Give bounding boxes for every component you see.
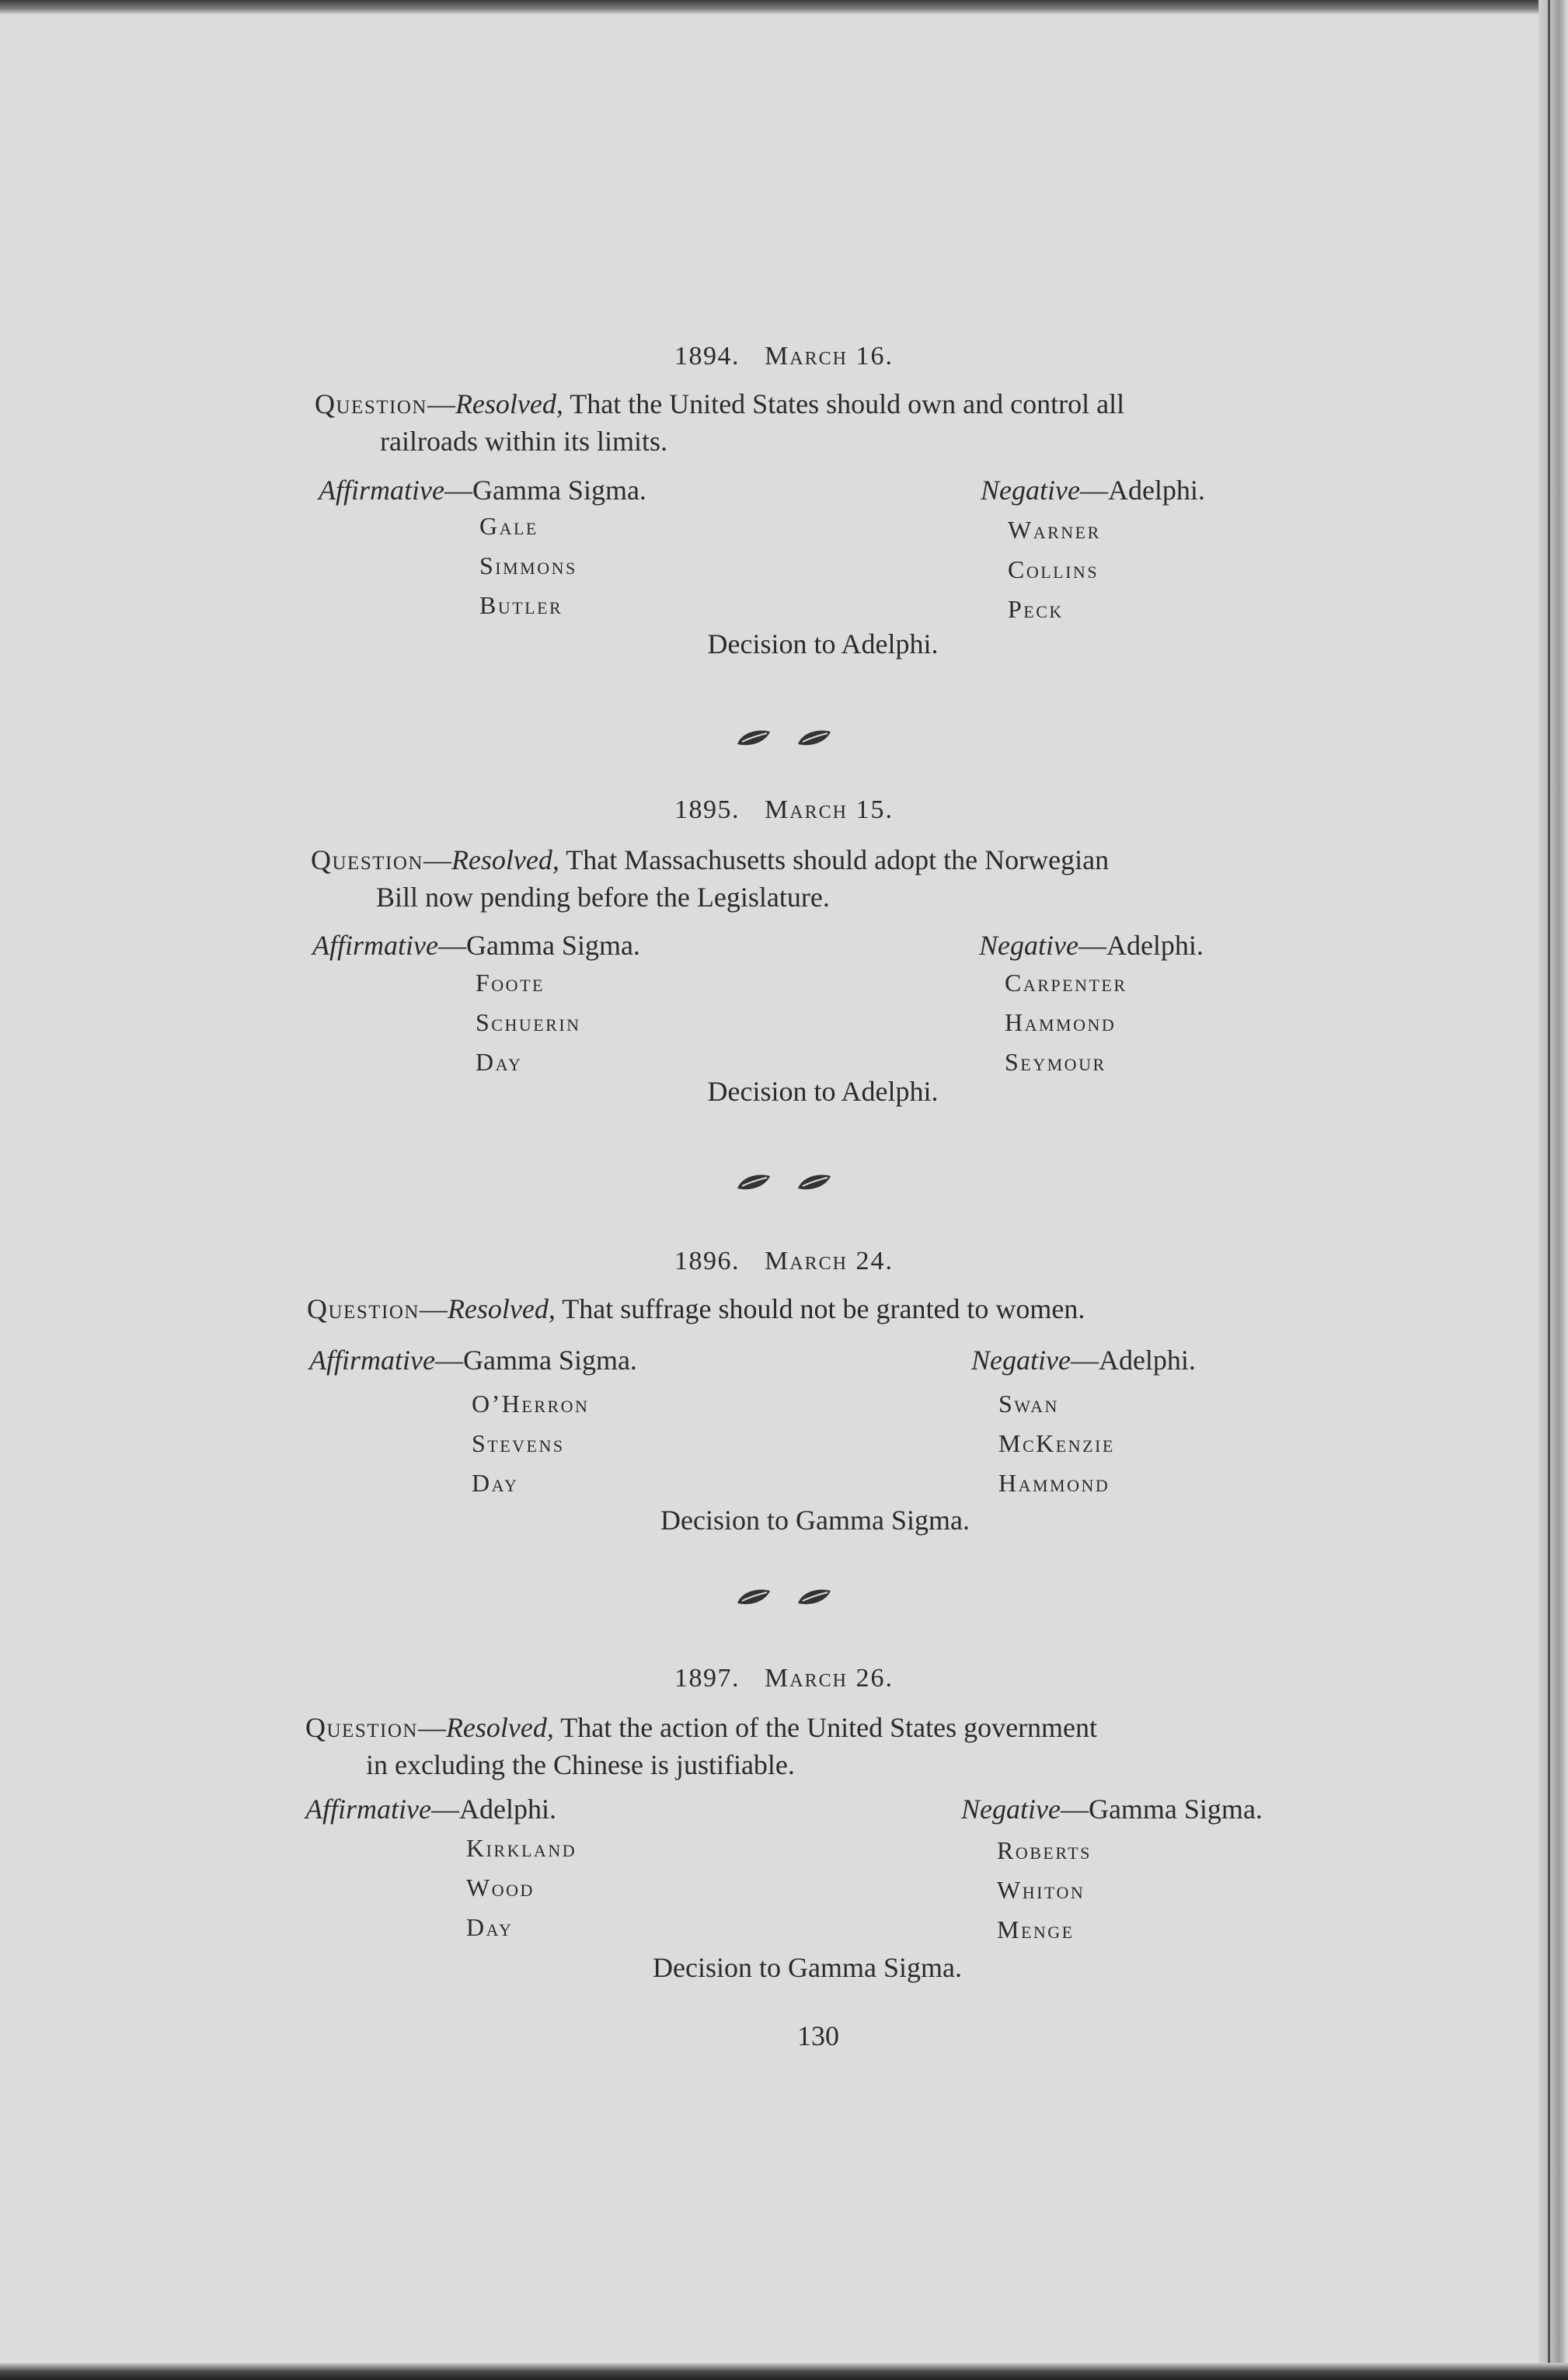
affirmative-heading-1896 xyxy=(309,1344,637,1376)
negative-members-1897 xyxy=(997,1831,1092,1950)
member-name: Wood xyxy=(466,1874,535,1902)
debate-date: March 24. xyxy=(765,1247,894,1275)
dash: — xyxy=(444,475,472,506)
question-text-line2: in excluding the Chinese is justifiable. xyxy=(366,1749,795,1780)
negative-team: Gamma Sigma. xyxy=(1088,1794,1263,1825)
member-name: Butler xyxy=(479,591,563,619)
question-label: Question xyxy=(311,844,423,875)
decision-1894: Decision to Adelphi. xyxy=(707,628,939,659)
debate-question-1896 xyxy=(307,1290,1331,1327)
section-divider xyxy=(0,727,1568,751)
dash: — xyxy=(417,1712,446,1743)
page-number: 130 xyxy=(797,2020,839,2051)
affirmative-team: Gamma Sigma. xyxy=(465,930,640,961)
debate-heading-1894 xyxy=(0,342,1568,371)
dash: — xyxy=(434,1345,463,1376)
member-name: Stevens xyxy=(472,1429,565,1457)
dash: — xyxy=(1078,930,1106,961)
member-name: Warner xyxy=(1008,516,1101,544)
question-text-line2: railroads within its limits. xyxy=(380,426,667,457)
negative-label: Negative xyxy=(971,1345,1071,1376)
debate-heading-1897 xyxy=(0,1664,1568,1693)
affirmative-members-1894 xyxy=(479,506,577,625)
dash: — xyxy=(419,1293,448,1324)
member-name: Day xyxy=(472,1469,519,1497)
affirmative-heading-1897 xyxy=(305,1793,556,1825)
dash: — xyxy=(423,844,451,875)
affirmative-team: Gamma Sigma. xyxy=(472,475,646,506)
negative-team: Adelphi. xyxy=(1098,1345,1196,1376)
member-name: Kirkland xyxy=(466,1834,577,1862)
question-text-line1: That Massachusetts should adopt the Norwegian xyxy=(566,844,1110,875)
question-text-line2: Bill now pending before the Legislature. xyxy=(376,882,830,913)
dash: — xyxy=(430,1794,459,1825)
leaf-ornament-icon xyxy=(736,1586,772,1606)
member-name: Day xyxy=(476,1048,523,1076)
leaf-ornament-icon xyxy=(796,727,832,747)
member-name: Simmons xyxy=(479,552,577,579)
dash: — xyxy=(437,930,466,961)
affirmative-label: Affirmative xyxy=(312,930,438,961)
negative-members-1894 xyxy=(1008,510,1101,629)
negative-members-1896 xyxy=(998,1384,1115,1503)
member-name: Gale xyxy=(479,512,538,540)
debate-question-1894 xyxy=(315,385,1339,460)
negative-label: Negative xyxy=(961,1794,1061,1825)
negative-heading-1895 xyxy=(979,929,1204,962)
affirmative-label: Affirmative xyxy=(305,1794,431,1825)
affirmative-team: Gamma Sigma. xyxy=(462,1345,637,1376)
debate-year: 1897. xyxy=(674,1664,740,1693)
member-name: Carpenter xyxy=(1005,969,1127,997)
affirmative-label: Affirmative xyxy=(309,1345,435,1376)
dash: — xyxy=(427,388,455,419)
member-name: Roberts xyxy=(997,1836,1092,1864)
debate-year: 1894. xyxy=(674,342,740,371)
debate-date: March 16. xyxy=(765,342,894,371)
debate-year: 1896. xyxy=(674,1247,740,1275)
member-name: Hammond xyxy=(1005,1008,1117,1036)
negative-members-1895 xyxy=(1005,963,1127,1082)
member-name: Collins xyxy=(1008,555,1099,583)
decision-1895: Decision to Adelphi. xyxy=(707,1076,939,1107)
resolved-label: Resolved, xyxy=(445,1712,554,1743)
affirmative-team: Adelphi. xyxy=(458,1794,556,1825)
affirmative-heading-1895 xyxy=(312,929,640,962)
debate-heading-1896 xyxy=(0,1247,1568,1276)
debate-date: March 15. xyxy=(765,795,894,824)
member-name: Whiton xyxy=(997,1876,1085,1904)
negative-team: Adelphi. xyxy=(1106,930,1204,961)
member-name: Seymour xyxy=(1005,1048,1106,1076)
negative-heading-1896 xyxy=(971,1344,1196,1376)
decision-1897: Decision to Gamma Sigma. xyxy=(653,1952,962,1983)
member-name: Menge xyxy=(997,1915,1075,1943)
question-text-line1: That the United States should own and control all xyxy=(570,388,1125,419)
negative-team: Adelphi. xyxy=(1107,475,1205,506)
member-name: Day xyxy=(466,1913,514,1941)
affirmative-label: Affirmative xyxy=(319,475,444,506)
section-divider xyxy=(0,1171,1568,1195)
debate-question-1897 xyxy=(305,1709,1329,1783)
question-text-line1: That the action of the United States government xyxy=(560,1712,1098,1743)
leaf-ornament-icon xyxy=(736,727,772,747)
resolved-label: Resolved, xyxy=(447,1293,556,1324)
leaf-ornament-icon xyxy=(796,1586,832,1606)
affirmative-heading-1894 xyxy=(319,474,646,506)
leaf-ornament-icon xyxy=(796,1171,832,1192)
question-label: Question xyxy=(315,388,427,419)
debate-year: 1895. xyxy=(674,795,740,824)
dash: — xyxy=(1079,475,1108,506)
member-name: O’Herron xyxy=(472,1390,590,1418)
dash: — xyxy=(1070,1345,1099,1376)
debate-date: March 26. xyxy=(765,1664,894,1693)
negative-label: Negative xyxy=(981,475,1080,506)
question-label: Question xyxy=(307,1293,420,1324)
member-name: Schuerin xyxy=(476,1008,581,1036)
leaf-ornament-icon xyxy=(736,1171,772,1192)
member-name: Peck xyxy=(1008,595,1064,623)
member-name: McKenzie xyxy=(998,1429,1115,1457)
negative-heading-1897 xyxy=(961,1793,1263,1825)
member-name: Hammond xyxy=(998,1469,1110,1497)
section-divider xyxy=(0,1586,1568,1610)
negative-heading-1894 xyxy=(981,474,1205,506)
resolved-label: Resolved, xyxy=(451,844,559,875)
debate-question-1895 xyxy=(311,841,1335,916)
member-name: Swan xyxy=(998,1390,1059,1418)
question-label: Question xyxy=(305,1712,418,1743)
affirmative-members-1896 xyxy=(472,1384,589,1503)
member-name: Foote xyxy=(476,969,545,997)
dash: — xyxy=(1060,1794,1089,1825)
affirmative-members-1897 xyxy=(466,1828,577,1947)
affirmative-members-1895 xyxy=(476,963,581,1082)
negative-label: Negative xyxy=(979,930,1078,961)
resolved-label: Resolved, xyxy=(455,388,563,419)
question-text-line1: That suffrage should not be granted to women. xyxy=(562,1293,1085,1324)
debate-heading-1895 xyxy=(0,795,1568,825)
decision-1896: Decision to Gamma Sigma. xyxy=(660,1505,970,1536)
